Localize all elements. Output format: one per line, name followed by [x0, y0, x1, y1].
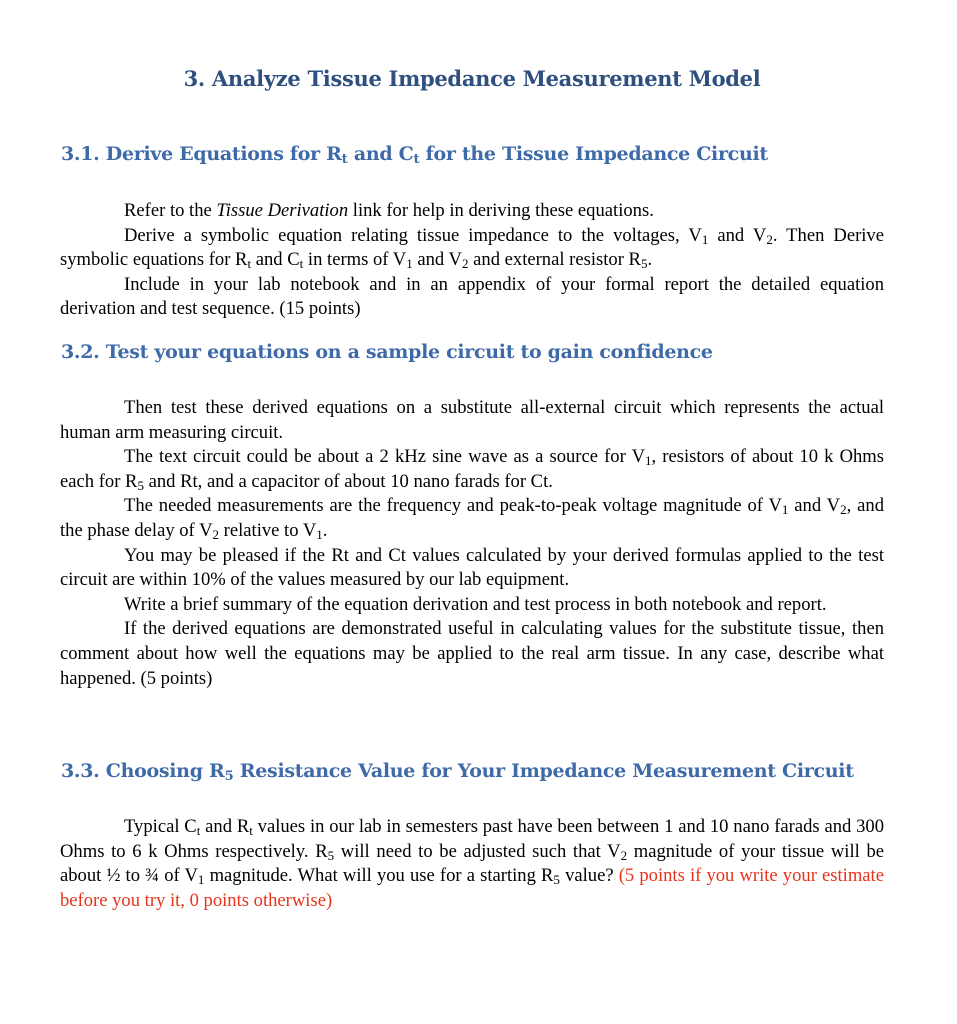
page-title: 3. Analyze Tissue Impedance Measurement Model: [183, 66, 761, 91]
section-3-1-paragraph-1: Refer to the Tissue Derivation link for help in deriving these equations.: [124, 200, 654, 221]
section-3-3-heading: 3.3. Choosing $R_5$ Resistance Value for Your Impedance Measurement Circuit: [61, 760, 854, 784]
section-3-1-heading: 3.1. Derive Equations for $R_t$ and $C_t$ for the Tissue Impedance Circuit: [61, 143, 768, 167]
section-3-2-paragraph-3: The needed measurements are the frequency and peak-to-peak voltage magnitude of $V_1$ and $V_2$, and the phase delay of $V_2$ relative to $V_1$.: [60, 495, 884, 542]
section-3-2-paragraph-5: Write a brief summary of the equation derivation and test process in both notebook and report.: [124, 593, 827, 615]
section-3-2-paragraph-1: Then test these derived equations on a substitute all-external circuit which represents the actual human arm measuring circuit.: [60, 397, 884, 443]
section-3-1-body: [60, 199, 884, 322]
points-note: (5 points if you write your estimate before you try it, 0 points otherwise): [60, 865, 884, 911]
section-3-2-paragraph-6: If the derived equations are demonstrated useful in calculating values for the substitute tissue, then comment about how well the equations may be applied to the real arm tissue. In any case, describe what happened. (5 points): [60, 618, 884, 689]
tissue-derivation-reference: Tissue Derivation: [216, 200, 349, 221]
section-3-2-heading: 3.2. Test your equations on a sample circuit to gain confidence: [61, 341, 713, 363]
section-3-3-paragraph-1: Typical $C_t$ and $R_t$ values in our lab in semesters past have been between 1 and 10 nano farads and 300 Ohms to 6 k Ohms respectively. $R_5$ will need to be adjusted such that $V_2$ magnitude of your tissue will be about ½ to ¾ of $V_1$ magnitude. What will you use for a starting $R_5$ value? (5 points if you write your estimate before you try it, 0 points otherwise): [60, 816, 885, 911]
section-3-3-body: [60, 815, 884, 913]
section-3-2-body: [60, 396, 884, 691]
section-3-1-paragraph-2: Derive a symbolic equation relating tissue impedance to the voltages, $V_1$ and $V_2$. Then Derive symbolic equations for $R_t$ and $C_t$ in terms of $V_1$ and $V_2$ and external resistor $R_5$.: [60, 224, 884, 272]
section-3-2-paragraph-2: The text circuit could be about a 2 kHz sine wave as a source for $V_1$, resistors of about 10 k Ohms each for $R_5$ and Rt, and a capacitor of about 10 nano farads for Ct.: [60, 446, 884, 493]
section-3-1-paragraph-3: Include in your lab notebook and in an appendix of your formal report the detailed equation derivation and test sequence. (15 points): [60, 273, 884, 320]
section-3-2-paragraph-4: You may be pleased if the Rt and Ct values calculated by your derived formulas applied to the test circuit are within 10% of the values measured by our lab equipment.: [60, 544, 884, 591]
